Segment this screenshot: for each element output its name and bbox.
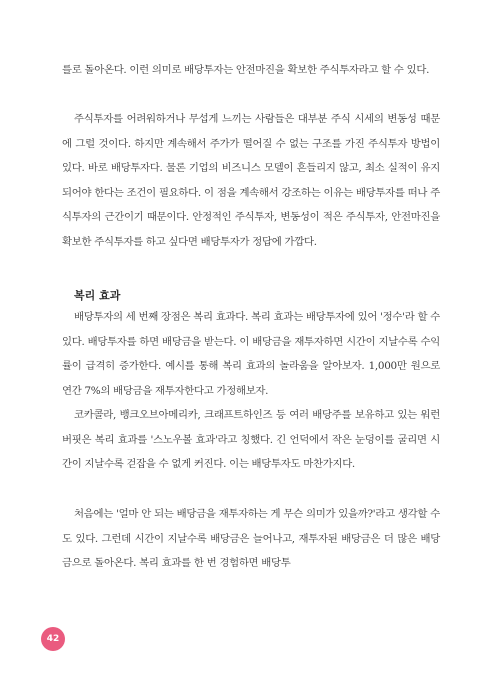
- paragraph-reinvestment: 처음에는 '얼마 안 되는 배당금을 재투자하는 게 무슨 의미가 있을까?'라고 생각할 수도 있다. 그런데 시간이 지날수록 배당금은 늘어나고, 재투자된 배당금은 더 많은 배당금으로 돌아온다. 복리 효과를 한 번 경험하면 배당투: [62, 508, 440, 569]
- page-number-badge: 42: [41, 627, 65, 651]
- paragraph-snowball-effect: 코카콜라, 뱅크오브아메리카, 크래프트하인즈 등 여러 배당주를 보유하고 있는 워런 버핏은 복리 효과를 '스노우볼 효과'라고 칭했다. 긴 언덕에서 작은 눈덩이를 굴리면 시간이 지날수록 걷잡을 수 없게 커진다. 이는 배당투자도 마찬가지다.: [62, 409, 440, 470]
- paragraph-compound-effect: 배당투자의 세 번째 장점은 복리 효과다. 복리 효과는 배당투자에 있어 '정수'라 할 수 있다. 배당투자를 하면 배당금을 받는다. 이 배당금을 재투자하면 시간이 지날수록 수익률이 급격히 증가한다. 예시를 통해 복리 효과의 놀라움을 알아보자. 1,000만 원으로 연간 7%의 배당금을 재투자한다고 가정해보자.: [62, 311, 440, 397]
- paragraph-continuation: 를로 돌아온다. 이런 의미로 배당투자는 안전마진을 확보한 주식투자라고 할 수 있다.: [62, 64, 430, 76]
- section-heading: 복리 효과: [74, 289, 121, 302]
- paragraph-stock-volatility: 주식투자를 어려워하거나 무섭게 느끼는 사람들은 대부분 주식 시세의 변동성 때문에 그럴 것이다. 하지만 계속해서 주가가 떨어질 수 없는 구조를 가진 주식투자 방법이 있다. 바로 배당투자다. 물론 기업의 비즈니스 모델이 흔들리지 않고, 최소 실적이 유지되어야 한다는 조건이 필요하다. 이 점을 계속해서 강조하는 이유는 배당투자를 떠나 주식투자의 근간이기 때문이다. 안정적인 주식투자, 변동성이 적은 주식투자, 안전마진을 확보한 주식투자를 하고 싶다면 배당투자가 정답에 가깝다.: [62, 113, 440, 248]
